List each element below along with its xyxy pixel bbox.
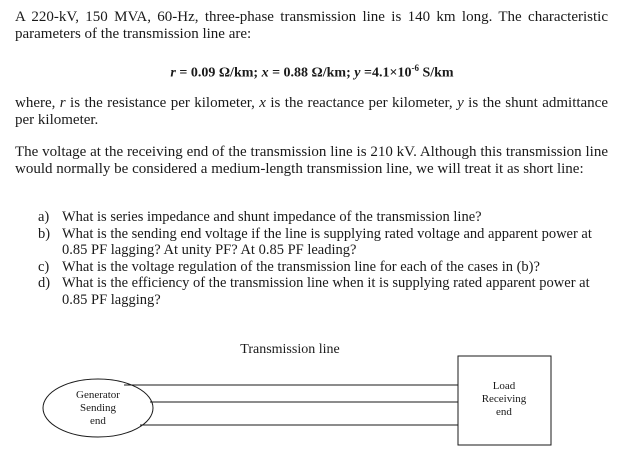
question-item: [38, 209, 608, 226]
generator-label-line1: Generator: [76, 389, 120, 401]
where-x: x: [259, 95, 266, 111]
where-r: r: [59, 95, 66, 111]
parameter-formula: [0, 63, 624, 82]
where-text-1: where,: [15, 95, 60, 111]
x-value: = 0.88 Ω/km;: [268, 65, 355, 81]
y-variable: y: [354, 65, 361, 81]
where-text-3: is the reactance per kilometer,: [265, 95, 458, 111]
question-text: What is series impedance and shunt impedance of the transmission line?: [62, 209, 482, 225]
load-label-line2: Receiving: [481, 393, 527, 405]
question-list: [38, 209, 608, 308]
y-exponent: -6: [411, 63, 419, 73]
where-text-4: is the shunt admittance per kilometer.: [15, 95, 608, 128]
question-item: [38, 226, 608, 259]
transmission-line-diagram: [0, 330, 624, 451]
intro-paragraph: A 220-kV, 150 MVA, 60-Hz, three-phase transmission line is 140 km long. The characteristic parameters of the transmission line are:: [15, 9, 608, 42]
x-variable: x: [261, 65, 269, 81]
y-value: =4.1×10: [360, 65, 412, 81]
definitions-paragraph: [15, 95, 608, 128]
voltage-paragraph: The voltage at the receiving end of the transmission line is 210 kV. Although this transmission line would normally be considered a medium-length transmission line, we will treat it as short line:: [15, 144, 608, 177]
diagram-title: Transmission line: [240, 342, 340, 357]
question-label: a): [38, 209, 50, 225]
question-label: d): [38, 275, 51, 291]
r-value: = 0.09 Ω/km;: [175, 65, 262, 81]
generator-label-line3: end: [90, 415, 106, 427]
question-text: What is the efficiency of the transmission line when it is supplying rated apparent power at 0.85 PF lagging?: [62, 275, 590, 308]
where-y: y: [457, 95, 464, 111]
question-label: b): [38, 225, 51, 242]
question-item: [38, 259, 608, 276]
where-text-2: is the resistance per kilometer,: [65, 95, 260, 111]
r-variable: r: [170, 65, 176, 81]
generator-label-line2: Sending: [79, 402, 117, 414]
question-text: What is the sending end voltage if the line is supplying rated voltage and apparent power at 0.85 PF lagging? At unity PF? At 0.85 PF leading?: [62, 225, 592, 258]
question-text: What is the voltage regulation of the transmission line for each of the cases in (b)?: [62, 258, 540, 275]
question-item: [38, 275, 608, 308]
question-label: c): [38, 258, 50, 275]
y-unit: S/km: [418, 65, 454, 81]
load-label-line1: Load: [492, 380, 516, 392]
load-label-line3: end: [496, 406, 512, 418]
